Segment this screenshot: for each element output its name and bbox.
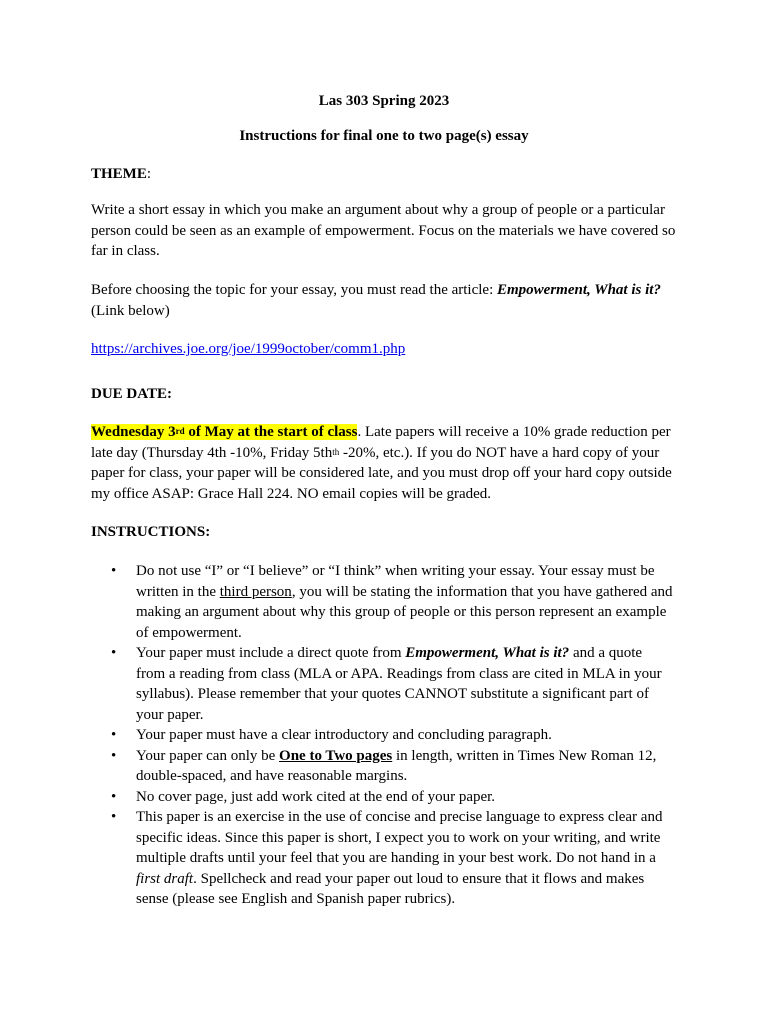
due-date-line: late day (Thursday 4th -10%, Friday $5th^{th}$ -20%, etc.). If you do NOT have a hard copy of your: [91, 444, 660, 461]
bullet-icon: •: [111, 645, 117, 661]
due-date-line: Wednesday 3rd of May at the start of class. Late papers will receive a 10% grade reduction per: [91, 424, 671, 440]
list-item: • No cover page, just add work cited at the end of your paper.: [91, 787, 691, 808]
instructions-list: [91, 561, 691, 910]
article-title: Empowerment, What is it?: [497, 282, 661, 298]
document-subtitle: Instructions for final one to two page(s) essay: [239, 128, 529, 144]
bullet-icon: •: [111, 809, 117, 825]
theme-heading: THEME:: [91, 166, 152, 182]
article-link[interactable]: https://archives.joe.org/joe/1999october/comm1.php: [91, 341, 406, 357]
article-instruction: Before choosing the topic for your essay, you must read the article: Empowerment, What is it?: [91, 282, 661, 298]
list-item: • Your paper must have a clear introductory and concluding paragraph.: [91, 725, 691, 746]
course-title: Las 303 Spring 2023: [318, 93, 450, 109]
bullet-icon: •: [111, 563, 117, 579]
list-item: • This paper is an exercise in the use of concise and precise language to express clear and specific ideas. Since this paper is short, I expect you to work on your writing, and write multiple drafts until your feel that you are handing in your best work. Do not hand in a first draft. Spellcheck and read your paper out loud to ensure that it flows and makes sense (please see English and Spanish paper rubrics).: [111, 809, 663, 907]
list-item: • Do not use “I” or “I believe” or “I think” when writing your essay. Your essay must be written in the third person, you will be stating the information that you have gathered and making an argument about why this group of people or this person represent an example of empowerment.: [111, 563, 673, 641]
instructions-heading: INSTRUCTIONS:: [91, 524, 211, 540]
due-date-highlight: Wednesday 3rd of May at the start of class: [91, 424, 358, 440]
list-item: • Your paper can only be One to Two pages in length, written in Times New Roman 12, double-spaced, and have reasonable margins.: [111, 747, 657, 784]
link-note: (Link below): [91, 302, 170, 319]
theme-paragraph-line: Write a short essay in which you make an argument about why a group of people or a particular: [91, 202, 665, 218]
due-date-heading: DUE DATE:: [91, 386, 172, 402]
theme-paragraph-line: far in class.: [91, 243, 160, 259]
theme-paragraph-line: person could be seen as an example of empowerment. Focus on the materials we have covered so: [91, 222, 676, 239]
bullet-icon: •: [111, 727, 117, 743]
due-date-line: my office ASAP: Grace Hall 224. NO email copies will be graded.: [91, 485, 492, 502]
list-item: • Your paper must include a direct quote from Empowerment, What is it? and a quote from a reading from class (MLA or APA. Readings from class are cited in MLA in your syllabus). Please remember that your quotes CANNOT substitute a significant part of your paper.: [111, 645, 662, 723]
bullet-icon: •: [111, 788, 117, 805]
due-date-line: paper for class, your paper will be considered late, and you must drop off your hard copy outside: [91, 465, 672, 481]
bullet-icon: •: [111, 747, 117, 764]
